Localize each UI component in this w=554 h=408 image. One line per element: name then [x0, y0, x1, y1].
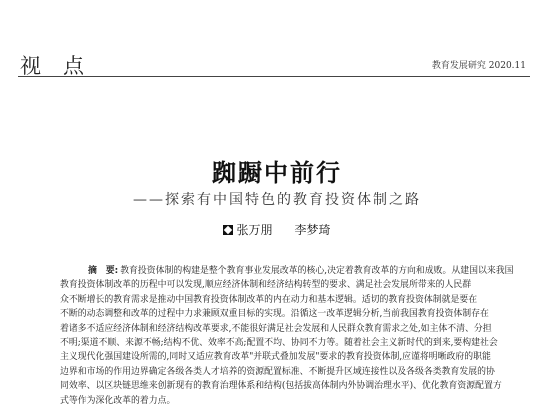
abstract-line: 摘 要: 教育投资体制的构建是整个教育事业发展改革的核心,决定着教育改革的方向和成败。从建国以来我国	[88, 266, 514, 276]
author-name: 张万朋	[236, 223, 273, 237]
author-name: 李梦琦	[294, 223, 331, 237]
abstract-line: 边界和市场的作用边界确定各级各类人才培养的资源配置标准、不断提升区域连接性以及各级各类教育发展的协	[60, 366, 495, 377]
abstract-line: 众不断增长的教育需求是推动中国教育投资体制改革的内在动力和基本逻辑。适切的教育投资体制就是要在	[60, 294, 478, 305]
article-title: 踟蹰中前行	[212, 159, 342, 187]
author-marker-icon	[223, 225, 233, 235]
abstract-line: 主义现代化强国建设所需的,同时又适应教育改革"并联式叠加发展"要求的教育投资体制,应谨将明晰政府的职能	[60, 352, 491, 363]
abstract-label: 摘 要:	[88, 266, 119, 276]
abstract-line: 同效率、以区块链思维来创新现有的教育治理体系和结构(包括拔高体制内外协调治理水平)、优化教育资源配置方	[60, 381, 502, 392]
abstract-line: 着诸多不适应经济体制和经济结构改革要求,不能很好满足社会发展和人民群众教育需求之处,如主体不清、分担	[60, 323, 492, 334]
abstract-line: 不明;渠道不顺、来源不畅;结构不优、效率不高;配置不均、协同不力等。随着社会主义新时代的到来,要构建社会	[60, 338, 498, 349]
author-line	[0, 221, 554, 238]
header-rule	[18, 76, 530, 77]
abstract-line: 不断的动态调整和改革的过程中力求兼顾双重目标的实现。沿循这一改革逻辑分析,当前我国教育投资体制存在	[60, 309, 489, 320]
section-label: 视点	[20, 54, 106, 78]
journal-issue: 教育发展研究 2020.11	[431, 61, 526, 71]
abstract-line: 式等作为深化改革的着力点。	[60, 395, 176, 406]
abstract	[60, 264, 530, 408]
article-subtitle: ——探索有中国特色的教育投资体制之路	[133, 192, 421, 208]
abstract-line: 教育投资体制改革的历程中可以发现,顺应经济体制和经济结构转型的要求、满足社会发展所带来的人民群	[60, 280, 472, 291]
